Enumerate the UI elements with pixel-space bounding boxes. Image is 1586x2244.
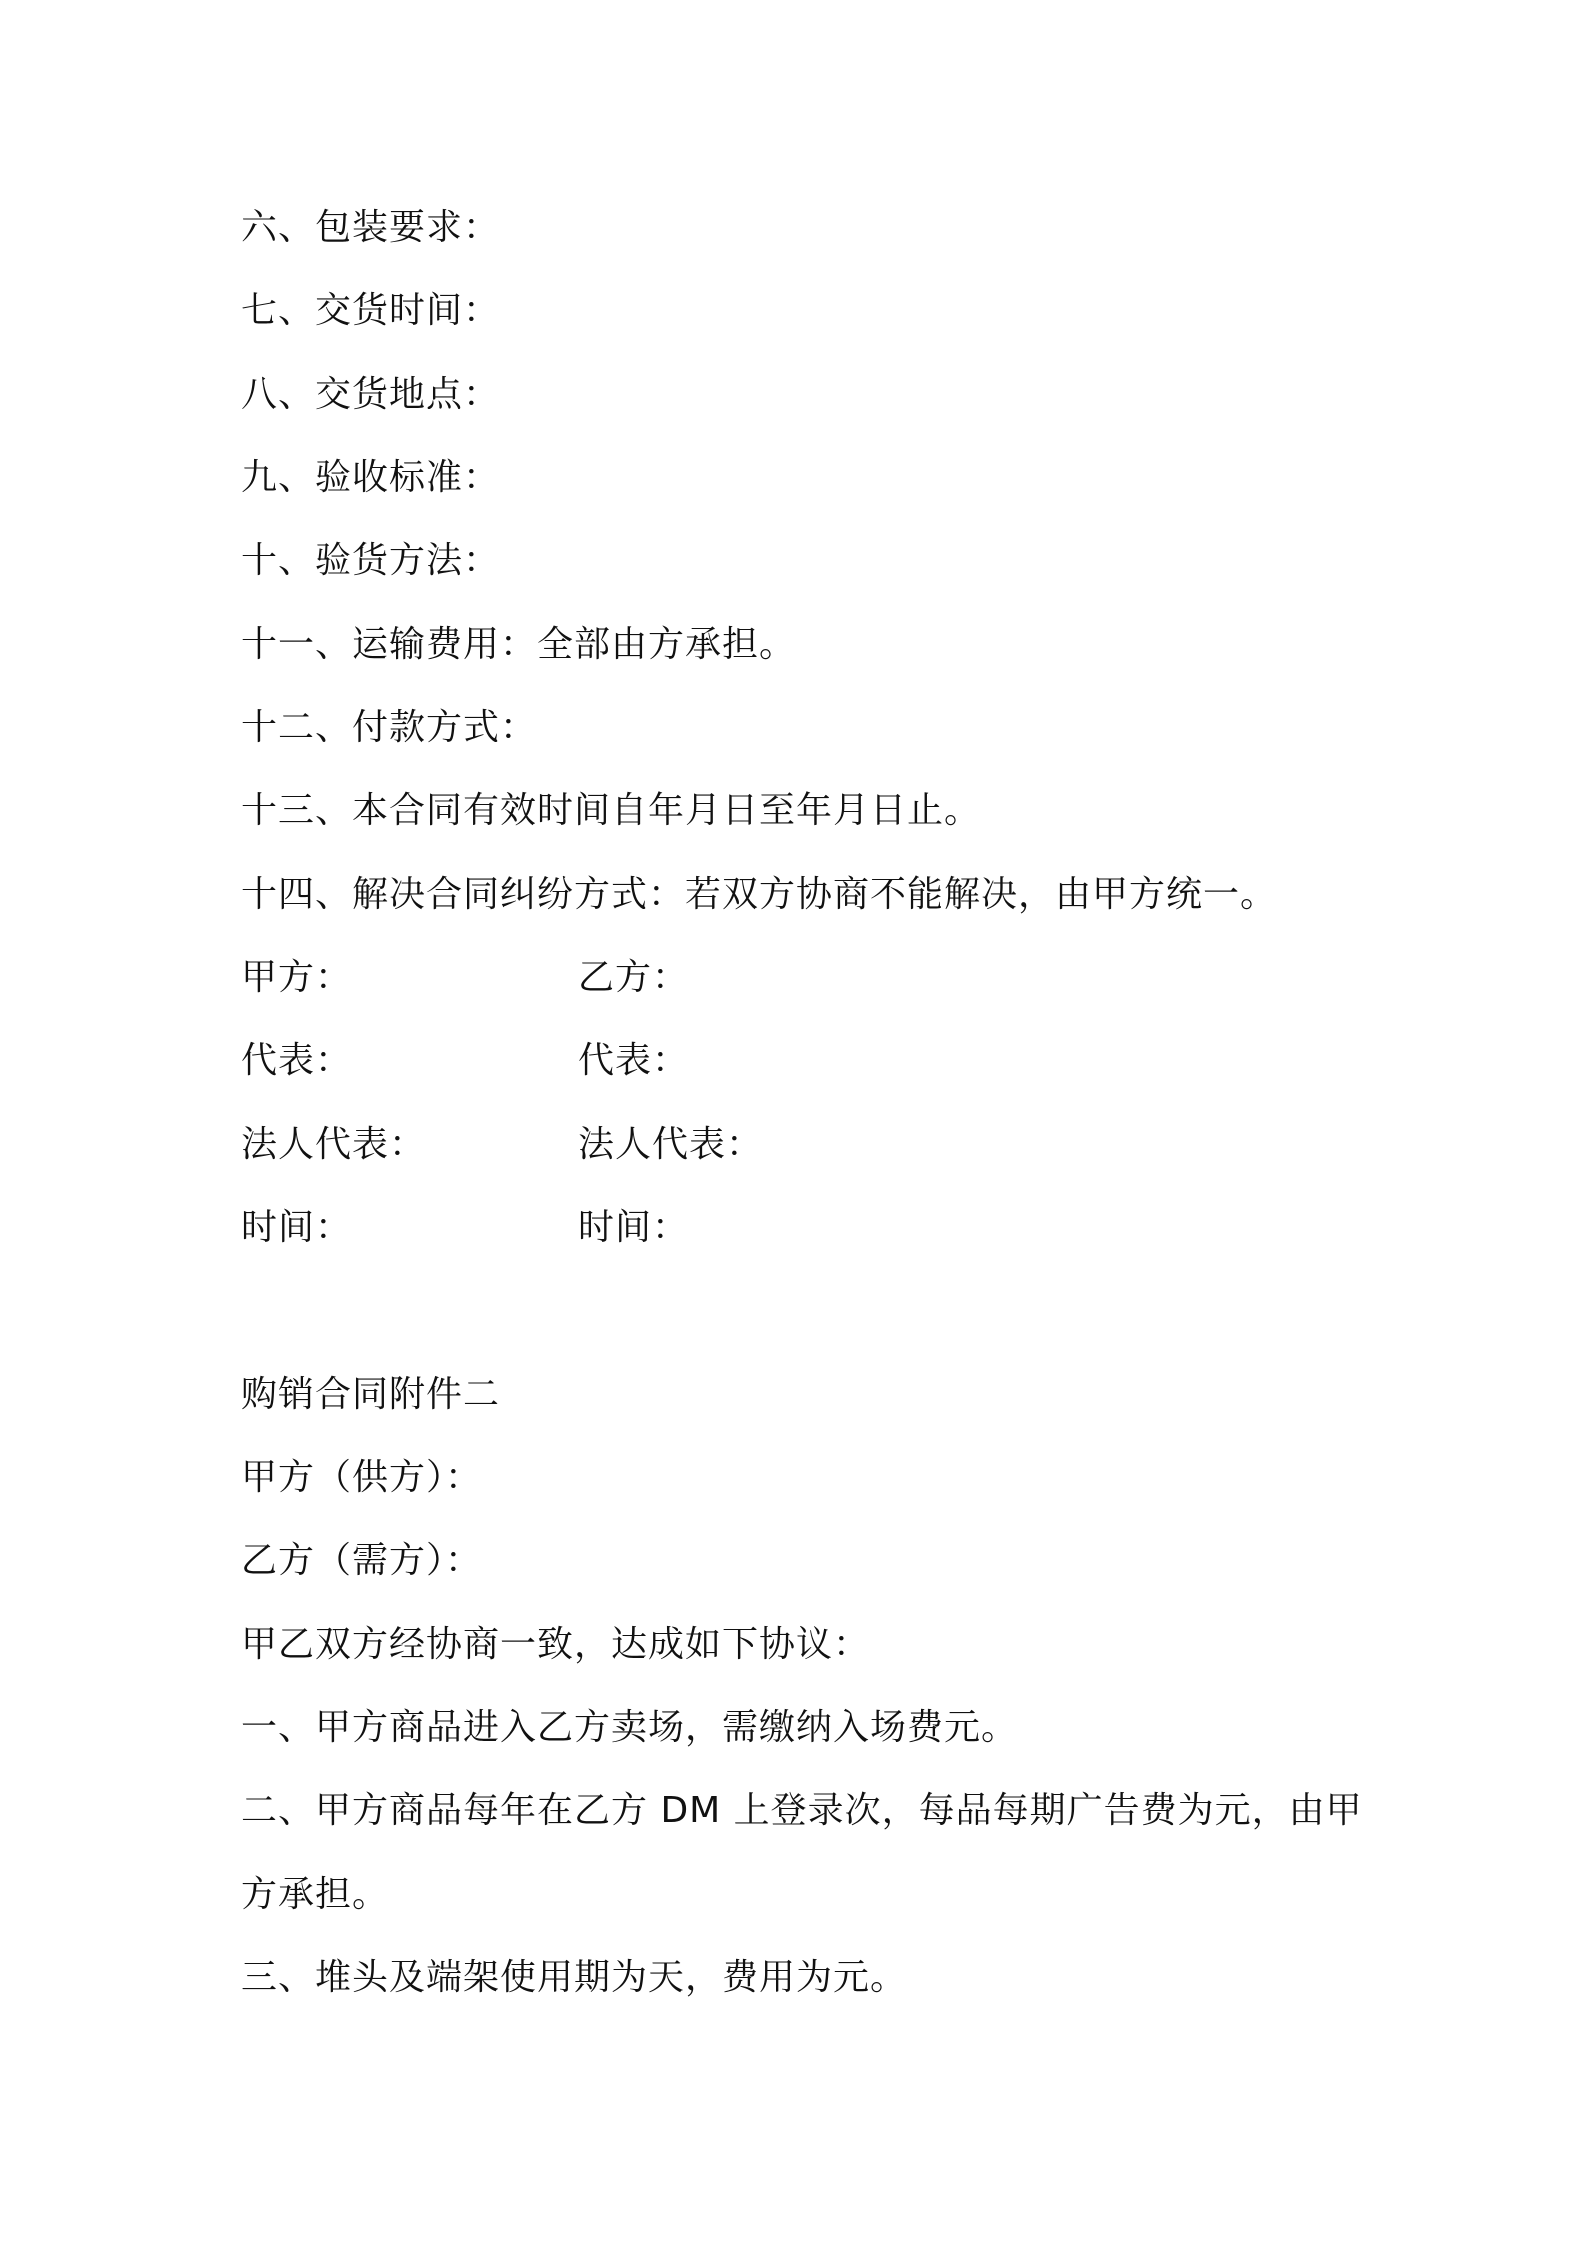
- appendix-item-entry-fee: 一、甲方商品进入乙方卖场，需缴纳入场费元。: [241, 1707, 1019, 1748]
- clause-validity-period: 十三、本合同有效时间自年月日至年月日止。: [241, 790, 982, 831]
- signature-party-a-date: 时间：: [241, 1207, 353, 1248]
- appendix-party-b: 乙方（需方）：: [241, 1540, 483, 1581]
- signature-party-a-representative: 代表：: [241, 1040, 353, 1081]
- clause-delivery-time: 七、交货时间：: [241, 290, 501, 331]
- signature-party-b-date: 时间：: [578, 1207, 690, 1248]
- clause-inspection-method: 十、验货方法：: [241, 540, 501, 581]
- appendix-intro: 甲乙双方经协商一致，达成如下协议：: [241, 1624, 871, 1665]
- appendix-item-display-fee: 三、堆头及端架使用期为天，费用为元。: [241, 1957, 908, 1998]
- signature-party-a: 甲方：: [241, 957, 353, 998]
- appendix-item-dm-advertising: 二、甲方商品每年在乙方 DM 上登录次，每品每期广告费为元，由甲: [241, 1790, 1363, 1831]
- clause-acceptance-standard: 九、验收标准：: [241, 457, 501, 498]
- appendix-item-dm-advertising-cont: 方承担。: [241, 1874, 390, 1915]
- clause-packaging: 六、包装要求：: [241, 207, 501, 248]
- clause-transport-cost: 十一、运输费用：全部由方承担。: [241, 624, 797, 665]
- clause-payment-method: 十二、付款方式：: [241, 707, 538, 748]
- clause-delivery-place: 八、交货地点：: [241, 374, 501, 415]
- signature-party-b-representative: 代表：: [578, 1040, 690, 1081]
- signature-party-b: 乙方：: [578, 957, 690, 998]
- clause-dispute-resolution: 十四、解决合同纠纷方式：若双方协商不能解决，由甲方统一。: [241, 874, 1278, 915]
- appendix-title: 购销合同附件二: [241, 1374, 501, 1415]
- appendix-party-a: 甲方（供方）：: [241, 1457, 483, 1498]
- signature-party-a-legal-rep: 法人代表：: [241, 1124, 427, 1165]
- signature-party-b-legal-rep: 法人代表：: [578, 1124, 764, 1165]
